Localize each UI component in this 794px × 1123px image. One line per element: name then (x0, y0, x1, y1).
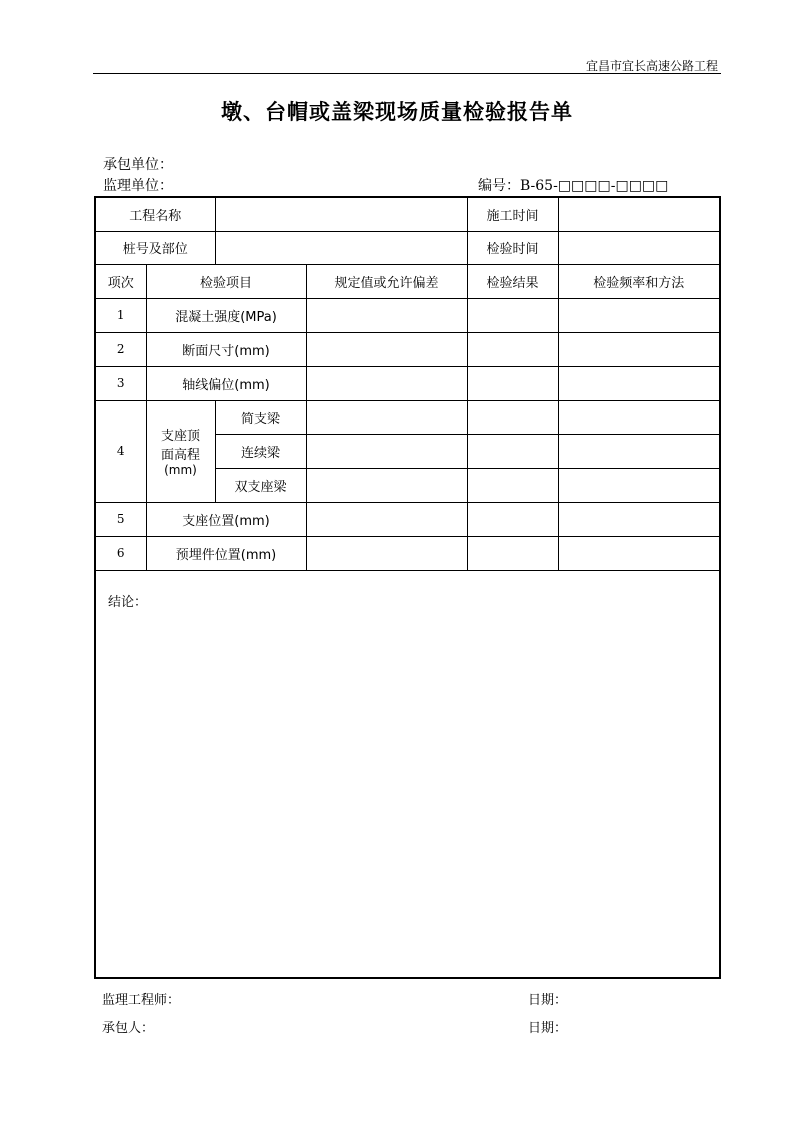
construction-time-field[interactable] (558, 197, 720, 231)
row-item: 混凝土强度(MPa) (146, 298, 306, 332)
contractor-unit-label: 承包单位： (103, 157, 173, 173)
row-item: 预埋件位置(mm) (146, 536, 306, 570)
result-cell[interactable] (467, 434, 558, 468)
row-number: 2 (95, 332, 146, 366)
spec-cell[interactable] (306, 332, 467, 366)
form-number-code: B-65-□□□□-□□□□ (520, 178, 669, 194)
method-cell[interactable] (558, 434, 720, 468)
method-cell[interactable] (558, 332, 720, 366)
group-unit: (mm) (164, 463, 197, 477)
spec-cell[interactable] (306, 400, 467, 434)
spec-cell[interactable] (306, 502, 467, 536)
method-cell[interactable] (558, 400, 720, 434)
method-cell[interactable] (558, 298, 720, 332)
method-cell[interactable] (558, 468, 720, 502)
table-row (95, 332, 720, 366)
column-header-item: 检验项目 (146, 264, 306, 298)
result-cell[interactable] (467, 366, 558, 400)
project-name-label: 工程名称 (95, 197, 215, 231)
result-cell[interactable] (467, 536, 558, 570)
result-cell[interactable] (467, 468, 558, 502)
spec-cell[interactable] (306, 298, 467, 332)
header-rule (93, 73, 721, 74)
form-number (478, 175, 668, 195)
column-header-no: 项次 (95, 264, 146, 298)
row-subitem: 简支梁 (215, 400, 306, 434)
spec-cell[interactable] (306, 536, 467, 570)
supervising-engineer-label: 监理工程师： (102, 993, 181, 1008)
station-label: 桩号及部位 (95, 231, 215, 264)
inspection-table (94, 196, 721, 979)
row-number: 4 (95, 400, 146, 502)
spec-cell[interactable] (306, 366, 467, 400)
spec-cell[interactable] (306, 434, 467, 468)
contractor-date-label: 日期： (528, 1021, 568, 1036)
row-number: 6 (95, 536, 146, 570)
table-row (95, 298, 720, 332)
row-subitem: 双支座梁 (215, 468, 306, 502)
row-number: 1 (95, 298, 146, 332)
conclusion-label: 结论： (108, 594, 148, 610)
row-item: 轴线偏位(mm) (146, 366, 306, 400)
spec-cell[interactable] (306, 468, 467, 502)
row-group-label (146, 400, 215, 502)
row-number: 5 (95, 502, 146, 536)
column-header-spec: 规定值或允许偏差 (306, 264, 467, 298)
table-row (95, 502, 720, 536)
engineer-date-label: 日期： (528, 993, 568, 1008)
method-cell[interactable] (558, 536, 720, 570)
inspection-time-field[interactable] (558, 231, 720, 264)
header-project-name: 宜昌市宜长高速公路工程 (585, 59, 718, 73)
table-row (95, 536, 720, 570)
result-cell[interactable] (467, 332, 558, 366)
table-row (95, 400, 720, 434)
column-header-result: 检验结果 (467, 264, 558, 298)
row-number: 3 (95, 366, 146, 400)
group-line: 支座顶 (161, 429, 201, 444)
supervisor-unit-label: 监理单位： (103, 178, 173, 194)
column-header-method: 检验频率和方法 (558, 264, 720, 298)
row-subitem: 连续梁 (215, 434, 306, 468)
conclusion-area[interactable] (95, 570, 720, 978)
method-cell[interactable] (558, 502, 720, 536)
inspection-time-label: 检验时间 (467, 231, 558, 264)
form-number-label: 编号： (478, 178, 520, 194)
station-field[interactable] (215, 231, 467, 264)
row-item: 支座位置(mm) (146, 502, 306, 536)
table-row (95, 366, 720, 400)
project-name-field[interactable] (215, 197, 467, 231)
method-cell[interactable] (558, 366, 720, 400)
page-title: 墩、台帽或盖梁现场质量检验报告单 (221, 99, 573, 124)
result-cell[interactable] (467, 400, 558, 434)
result-cell[interactable] (467, 502, 558, 536)
result-cell[interactable] (467, 298, 558, 332)
group-line: 面高程 (161, 448, 201, 463)
row-item: 断面尺寸(mm) (146, 332, 306, 366)
construction-time-label: 施工时间 (467, 197, 558, 231)
contractor-signature-label: 承包人： (102, 1021, 155, 1036)
